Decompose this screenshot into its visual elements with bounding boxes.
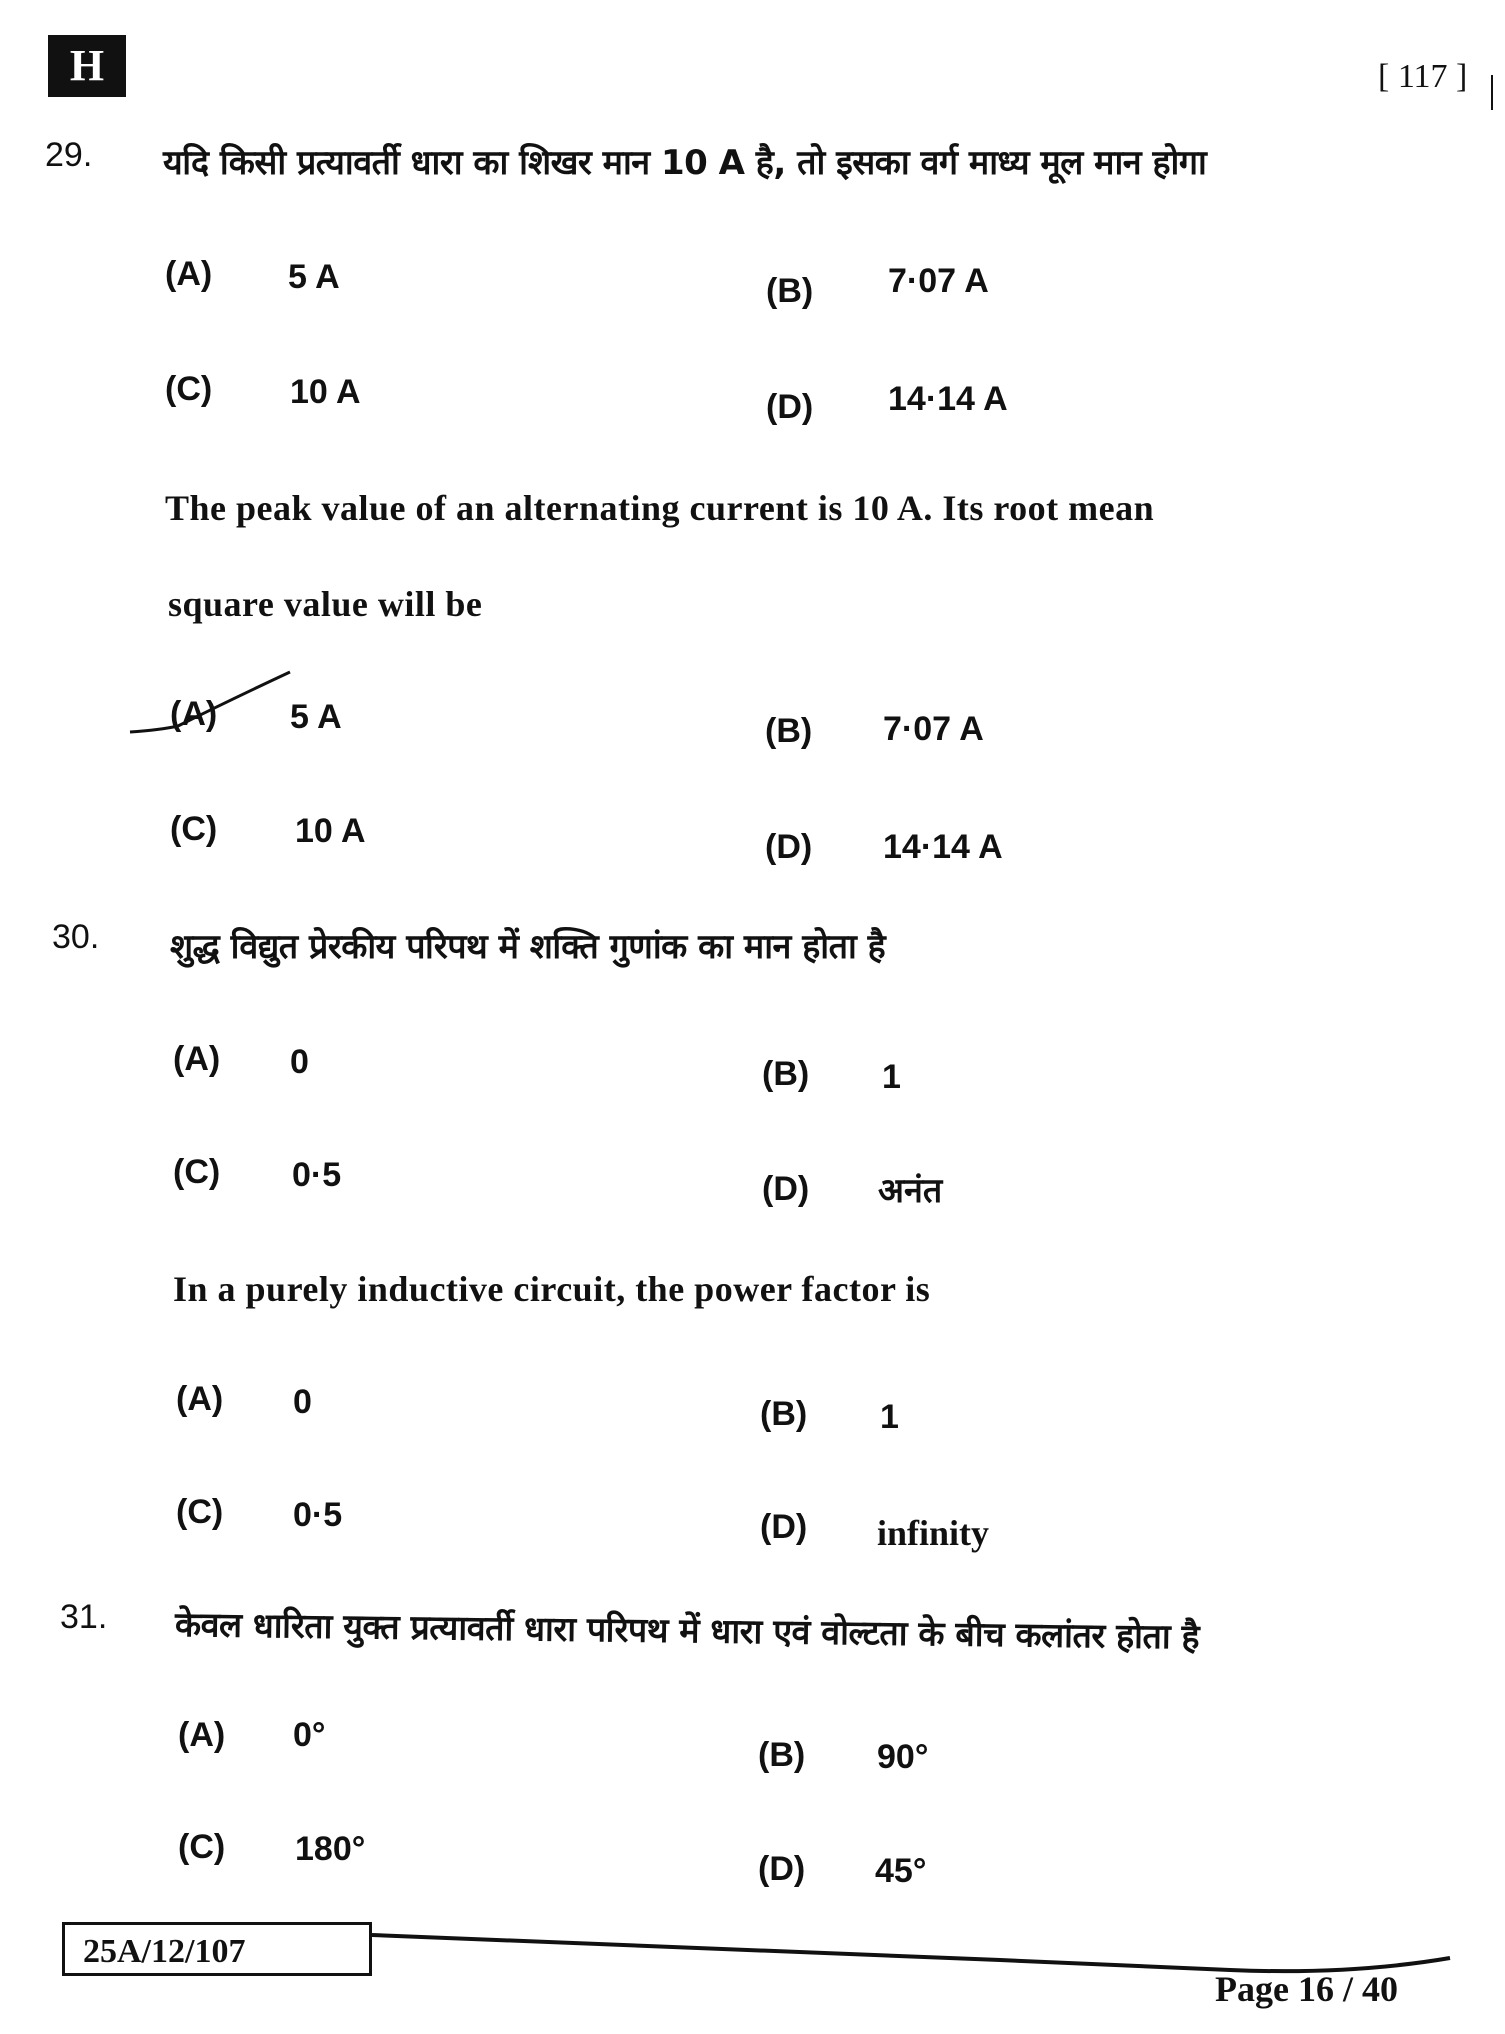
question-number: 30. [52,918,100,956]
option-value: 7·07 A [888,262,989,300]
option-label: (C) [170,810,218,848]
option-value: 0·5 [293,1496,343,1534]
question-text-hindi: शुद्ध विद्युत प्रेरकीय परिपथ में शक्ति गुणांक का मान होता है [170,927,886,967]
option-value: 0° [293,1716,326,1754]
option-value: 45° [875,1852,927,1890]
question-text-english-line2: square value will be [168,584,483,624]
question-number: 31. [60,1598,108,1636]
footer-rule-line [372,1935,1450,1971]
option-value: 5 A [288,258,340,296]
option-label-marked: (A) [170,695,218,733]
question-text-hindi: यदि किसी प्रत्यावर्ती धारा का शिखर मान 10 A है, तो इसका वर्ग माध्य मूल मान होगा [163,143,1207,183]
option-value: 90° [877,1738,929,1776]
option-label: (A) [165,255,213,293]
option-label: (D) [758,1850,806,1888]
option-label: (D) [760,1508,808,1546]
page-code: [ 117 ] [1378,58,1468,95]
question-text-english: In a purely inductive circuit, the power factor is [173,1269,931,1309]
option-label: (C) [178,1828,226,1866]
option-label: (D) [766,388,814,426]
option-label: (A) [178,1716,226,1754]
option-value: 10 A [295,812,366,850]
option-value: अनंत [878,1171,943,1211]
option-label: (B) [766,272,814,310]
option-label: (C) [176,1493,224,1531]
option-label: (B) [765,712,813,750]
option-value: 0·5 [292,1156,342,1194]
booklet-code: 25A/12/107 [62,1922,372,1976]
set-label-badge: H [48,35,126,97]
question-text-hindi: केवल धारिता युक्त प्रत्यावर्ती धारा परिपथ में धारा एवं वोल्टता के बीच कलांतर होता है [174,1605,1200,1658]
option-value: 5 A [290,698,342,736]
option-label: (A) [173,1040,221,1078]
option-label: (A) [176,1380,224,1418]
option-value: 1 [880,1398,899,1436]
option-label: (B) [758,1736,806,1774]
page-number: Page 16 / 40 [1215,1969,1398,2009]
option-label: (C) [173,1153,221,1191]
option-value: 7·07 A [883,710,984,748]
question-number: 29. [45,136,93,174]
option-label: (B) [762,1055,810,1093]
option-label: (D) [762,1170,810,1208]
option-value: 10 A [290,373,361,411]
question-text-english-line1: The peak value of an alternating current is 10 A. Its root mean [165,488,1155,528]
option-value: 14·14 A [883,828,1003,866]
option-value: 14·14 A [888,380,1008,418]
option-value: 0 [293,1383,312,1421]
option-value: 180° [295,1830,366,1868]
option-label: (C) [165,370,213,408]
option-value: 1 [882,1058,901,1096]
option-value: 0 [290,1043,309,1081]
option-label: (D) [765,828,813,866]
option-label: (B) [760,1395,808,1433]
option-value: infinity [877,1513,990,1553]
